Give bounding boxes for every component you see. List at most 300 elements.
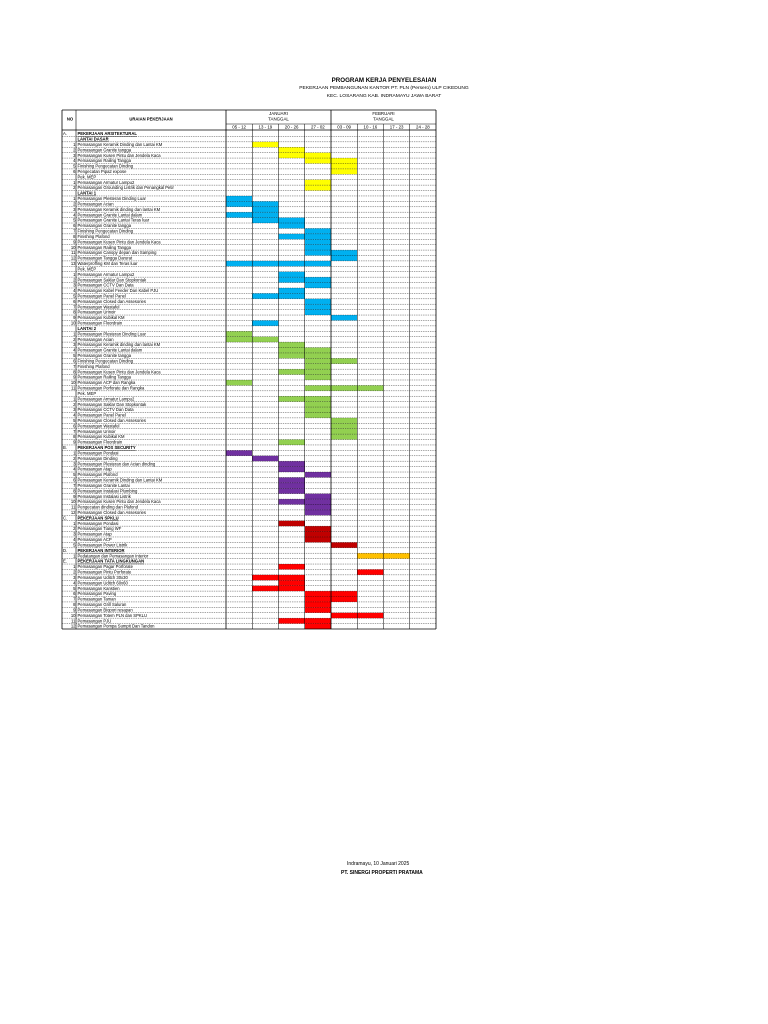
- gantt-bar: [305, 499, 331, 504]
- row-number: E.: [63, 558, 67, 564]
- row-number: 1: [73, 564, 76, 570]
- gantt-bar: [384, 553, 410, 558]
- row-number: 12: [70, 255, 76, 261]
- work-item: Pemasangan Floordrain: [77, 320, 123, 326]
- column-header-uraian: URAIAN PEKERJAAN: [129, 116, 173, 122]
- row-number: 11: [71, 504, 76, 510]
- gantt-bar: [305, 283, 331, 288]
- gantt-bar: [279, 467, 305, 472]
- work-item: Pemasangan Railing Tangga: [77, 244, 131, 250]
- row-number: 5: [73, 585, 76, 591]
- row-number: 9: [73, 493, 76, 499]
- work-item: Finishing Plafond: [77, 233, 110, 239]
- company-name: PT. SINERGI PROPERTI PRATAMA: [341, 870, 423, 876]
- gantt-bar: [305, 402, 331, 407]
- row-number: 7: [73, 596, 76, 602]
- row-number: 5: [73, 163, 76, 169]
- gantt-bar: [331, 423, 357, 428]
- section-heading: PEKERJAAN ARSITEKTURAL: [77, 131, 137, 137]
- work-item: Pemasangan Railing Tangga: [77, 374, 131, 380]
- row-number: 2: [73, 185, 76, 191]
- gantt-bar: [305, 407, 331, 412]
- gantt-bar: [305, 304, 331, 309]
- gantt-bar: [226, 337, 252, 342]
- gantt-bar: [305, 261, 331, 266]
- row-number: 6: [73, 423, 76, 429]
- work-item: Pemasangan Uditch 30x30: [77, 574, 128, 580]
- row-number: 9: [73, 439, 76, 445]
- row-number: 6: [73, 223, 76, 229]
- gantt-bar: [279, 277, 305, 282]
- work-item: Pemasangan Panel Panel: [77, 293, 126, 299]
- gantt-bar: [331, 429, 357, 434]
- row-number: 6: [73, 168, 76, 174]
- work-item: Pemasangan Granite Lantai dalam: [77, 347, 143, 353]
- work-item: Pemasangan Totem PLN dan SPKLU: [77, 612, 148, 618]
- week-label: 13 - 19: [258, 124, 273, 130]
- gantt-bar: [305, 180, 331, 185]
- work-item: Pemasangan Tangga Darurat: [77, 255, 133, 261]
- work-item: Pemasangan ACP: [77, 537, 112, 543]
- row-number: 1: [73, 450, 76, 456]
- work-item: Pemasangan Power Listrik: [77, 542, 128, 548]
- gantt-bar: [305, 348, 331, 353]
- row-number: C.: [63, 515, 68, 521]
- work-item: Pemasangan Pondasi: [77, 520, 119, 526]
- row-number: 8: [73, 233, 76, 239]
- work-item: Pemasangan Saklar Dan Stopkontak: [77, 277, 147, 283]
- gantt-bar: [305, 537, 331, 542]
- gantt-bar: [331, 163, 357, 168]
- row-number: 3: [73, 407, 76, 413]
- gantt-bar: [305, 228, 331, 233]
- work-item: Pemasangan Uditch 60x60: [77, 580, 128, 586]
- row-number: 1: [73, 141, 76, 147]
- document-title: PROGRAM KERJA PENYELESAIAN: [331, 77, 437, 84]
- gantt-bar: [331, 158, 357, 163]
- row-number: 10: [70, 499, 76, 505]
- gantt-bar: [279, 342, 305, 347]
- project-name: PEKERJAAN PEMBANGUNAN KANTOR PT. PLN (Persero) ULP CIKEDUNG: [299, 86, 469, 91]
- work-item: Pemasangan Canopy depan dan Samping: [77, 250, 157, 256]
- work-item: Pemasangan Porforate dan Rangka: [77, 385, 145, 391]
- gantt-bar: [305, 597, 331, 602]
- work-item: Pemasangan Urinoir: [77, 428, 116, 434]
- work-item: Pemasangan Kusen Pintu dan Jendela Kaca: [77, 239, 161, 245]
- work-item: Pemasangan Wastafel: [77, 423, 120, 429]
- gantt-bar: [305, 245, 331, 250]
- work-item: Pemasangan Keramik dinding dan lantai KM: [77, 206, 161, 212]
- gantt-bar: [305, 277, 331, 282]
- gantt-bar: [279, 153, 305, 158]
- gantt-bar: [279, 618, 305, 623]
- work-item: Pemasangan Keramik Dinding dan Lantai KM: [77, 141, 163, 147]
- row-number: 4: [73, 537, 76, 543]
- row-number: 7: [73, 304, 76, 310]
- gantt-bar: [331, 542, 357, 547]
- work-item: Pemasangan Closed dan Assesories: [77, 298, 146, 304]
- row-number: 11: [71, 618, 76, 624]
- row-number: 1: [73, 179, 76, 185]
- row-number: 3: [73, 152, 76, 158]
- row-number: 7: [73, 482, 76, 488]
- work-item: Pemasangan Granite Lantai: [77, 482, 130, 488]
- gantt-bar: [279, 586, 305, 591]
- gantt-bar: [305, 618, 331, 623]
- row-number: 1: [73, 271, 76, 277]
- gantt-bar: [305, 526, 331, 531]
- table-text: [63, 111, 430, 629]
- gantt-bar: [357, 613, 383, 618]
- gantt-bar: [331, 385, 357, 390]
- gantt-bar: [279, 369, 305, 374]
- gantt-bar: [305, 353, 331, 358]
- gantt-bar: [331, 418, 357, 423]
- row-number: 9: [73, 315, 76, 321]
- row-number: 4: [73, 412, 76, 418]
- gantt-bar: [305, 607, 331, 612]
- row-number: 1: [73, 553, 76, 559]
- schedule-table: [62, 110, 436, 820]
- gantt-bar: [279, 147, 305, 152]
- work-item: Pedatangan dan Pemasangan Interior: [77, 553, 149, 559]
- work-item: Pemasangan Dinding: [77, 455, 118, 461]
- row-number: 7: [73, 428, 76, 434]
- gantt-bar: [279, 353, 305, 358]
- gantt-bar: [331, 315, 357, 320]
- work-item: Finishing Pengecatan Dinding: [77, 358, 134, 364]
- work-item: Pemasangan Granite Lantai Teras luar: [77, 217, 150, 223]
- gantt-bar: [252, 293, 278, 298]
- gantt-bar: [331, 591, 357, 596]
- gantt-bar: [305, 591, 331, 596]
- gantt-bar: [305, 532, 331, 537]
- gantt-bar: [279, 293, 305, 298]
- row-number: 13: [70, 261, 76, 267]
- work-item: Pemasangan Biopori resapan: [77, 607, 133, 613]
- gantt-bar: [226, 261, 252, 266]
- gantt-bar: [305, 369, 331, 374]
- row-number: 11: [71, 250, 76, 256]
- row-number: 1: [73, 331, 76, 337]
- work-item: Pemasangan Grill Saluran: [77, 602, 127, 608]
- gantt-bar: [305, 185, 331, 190]
- row-number: 1: [73, 520, 76, 526]
- row-number: 10: [70, 320, 76, 326]
- gantt-bar: [252, 337, 278, 342]
- gantt-bar: [226, 380, 252, 385]
- row-number: 1: [73, 196, 76, 202]
- gantt-bar: [252, 207, 278, 212]
- work-item: Pemasangan Pagar Porforate: [77, 564, 133, 570]
- gantt-bar: [279, 580, 305, 585]
- row-number: 5: [73, 542, 76, 548]
- row-number: A.: [63, 131, 67, 137]
- work-item: Pemasangan Pondasi: [77, 450, 119, 456]
- work-item: Pemasangan Armatur Lampu2: [77, 271, 135, 277]
- work-item: Pemasangan Urinoir: [77, 309, 116, 315]
- gantt-bar: [305, 504, 331, 509]
- row-number: 2: [73, 201, 76, 207]
- gantt-bar: [252, 142, 278, 147]
- work-item: Waterproffing KM dan Teras luar: [77, 261, 138, 267]
- row-number: 2: [73, 455, 76, 461]
- gantt-bar: [252, 575, 278, 580]
- work-item: Pemasangan Armatur Lampu2: [77, 396, 135, 402]
- gantt-bar: [331, 613, 357, 618]
- row-number: 2: [73, 526, 76, 532]
- gantt-bar: [305, 494, 331, 499]
- gantt-bar: [305, 299, 331, 304]
- row-number: 10: [70, 244, 76, 250]
- gantt-bar: [305, 158, 331, 163]
- gantt-bar: [305, 250, 331, 255]
- work-item: Pemasangan CCTV Dan Data: [77, 407, 134, 413]
- gantt-bar: [331, 434, 357, 439]
- gantt-bar: [279, 477, 305, 482]
- gantt-bar: [331, 597, 357, 602]
- gantt-bar: [279, 499, 305, 504]
- signature-place-date: Indramayu, 10 Januari 2025: [347, 861, 410, 867]
- week-label: 24 - 28: [416, 124, 430, 130]
- row-number: 7: [73, 363, 76, 369]
- section-heading: LANTAI 1: [77, 190, 97, 196]
- week-label: 05 - 12: [232, 124, 246, 130]
- row-number: 6: [73, 298, 76, 304]
- gantt-bar: [357, 569, 383, 574]
- gantt-bar: [279, 461, 305, 466]
- row-number: 8: [73, 434, 76, 440]
- work-item: Finishing Plafond: [77, 363, 110, 369]
- row-number: B.: [63, 445, 67, 451]
- gantt-bar: [252, 586, 278, 591]
- row-number: 12: [70, 510, 76, 516]
- work-item: Pemasangan Granite Lantai dalam: [77, 212, 143, 218]
- row-number: 2: [73, 147, 76, 153]
- work-item: Pemasangan Kusen Pintu dan Jendela Kaca: [77, 499, 161, 505]
- work-item: Pemasangan PJU: [77, 618, 112, 624]
- work-item: Pemasangan Granite tangga: [77, 223, 132, 229]
- gantt-bar: [279, 288, 305, 293]
- work-item: Pemasangan Kanstien: [77, 585, 120, 591]
- gantt-bar: [226, 331, 252, 336]
- week-label: 17 - 23: [389, 124, 404, 130]
- month-sublabel: TANGGAL: [373, 116, 394, 122]
- row-number: 6: [73, 477, 76, 483]
- row-number: 5: [73, 293, 76, 299]
- section-heading: LANTAI 2: [77, 325, 97, 331]
- gantt-bar: [252, 201, 278, 206]
- gantt-bar: [357, 385, 383, 390]
- work-item: Pemasangan Panel Panel: [77, 412, 126, 418]
- gantt-bar: [279, 223, 305, 228]
- column-header-no: NO: [66, 116, 74, 122]
- work-item: Pemasangan Plesteran dan Acian dinding: [77, 461, 156, 467]
- work-item: Pemasangan CCTV Dan Data: [77, 282, 134, 288]
- row-number: 3: [73, 206, 76, 212]
- gantt-bar: [305, 234, 331, 239]
- row-number: 4: [73, 288, 76, 294]
- gantt-bar: [252, 261, 278, 266]
- gantt-bar: [305, 412, 331, 417]
- gantt-bar: [279, 272, 305, 277]
- row-number: 4: [73, 158, 76, 164]
- section-heading: PEKERJAAN INTERIOR: [77, 547, 125, 553]
- work-item: Pemasangan Kusen Pintu dan Jendela Kaca: [77, 369, 161, 375]
- gantt-bar: [331, 250, 357, 255]
- work-item: Pengecatan dinding dan Plafond: [77, 504, 139, 510]
- gantt-bar: [331, 169, 357, 174]
- row-number: 3: [73, 342, 76, 348]
- week-label: 10 - 16: [363, 124, 378, 130]
- row-number: D.: [63, 547, 68, 553]
- row-number: 3: [73, 531, 76, 537]
- gantt-bar: [279, 396, 305, 401]
- gantt-bar: [226, 450, 252, 455]
- work-item: Pemasangan Keramik Dinding dan Lantai KM: [77, 477, 163, 483]
- row-number: 2: [73, 569, 76, 575]
- section-heading: PEKERJAAN POS SECURITY: [77, 445, 136, 451]
- row-number: 9: [73, 374, 76, 380]
- work-item: Pemasangan Plesteran Dinding Luar: [77, 196, 146, 202]
- section-heading: LANTAI DASAR: [77, 136, 109, 142]
- row-number: 6: [73, 591, 76, 597]
- gantt-bar: [305, 602, 331, 607]
- work-item: Pemasangan ACP dan Rangka: [77, 380, 136, 386]
- row-number: 8: [73, 309, 76, 315]
- week-label: 20 - 26: [284, 124, 299, 130]
- work-item: Pemasangan Saklar Dan Stopkontak: [77, 401, 147, 407]
- work-item: Pek. MEP: [77, 266, 97, 272]
- row-number: 6: [73, 358, 76, 364]
- gantt-bar: [226, 212, 252, 217]
- work-item: Pemasangan Acian: [77, 336, 114, 342]
- row-number: 8: [73, 602, 76, 608]
- gantt-bar: [357, 553, 383, 558]
- work-item: Pemasangan Pompa Sumpit Dan Tandon: [77, 623, 155, 629]
- gantt-bar: [252, 212, 278, 217]
- row-number: 7: [73, 228, 76, 234]
- work-item: Pemasangan Instalasi Plumbing: [77, 488, 138, 494]
- gantt-bar: [226, 196, 252, 201]
- gantt-bar: [279, 575, 305, 580]
- gantt-bar: [279, 234, 305, 239]
- gantt-bar: [226, 201, 252, 206]
- gantt-bar: [252, 218, 278, 223]
- row-number: 5: [73, 353, 76, 359]
- work-item: Pemasangan Kubikal KM: [77, 434, 125, 440]
- work-item: Finishing Pengecatan Dinding: [77, 228, 134, 234]
- gantt-bar: [305, 385, 331, 390]
- month-sublabel: TANGGAL: [268, 116, 289, 122]
- row-number: 9: [73, 607, 76, 613]
- row-number: 8: [73, 369, 76, 375]
- work-item: Pek. MEP: [77, 390, 97, 396]
- row-number: 4: [73, 212, 76, 218]
- gantt-bar: [305, 364, 331, 369]
- work-item: Pemasangan Taman: [77, 596, 116, 602]
- work-item: Pemasangan Pintu Porforate: [77, 569, 132, 575]
- work-item: Pemasangan Grounding Listrik dan Penangkal Petir: [77, 185, 174, 191]
- gantt-bar: [252, 456, 278, 461]
- work-item: Pemasangan Plafond: [77, 472, 118, 478]
- project-location: KEC. LOSARANG KAB. INDRAMAYU JAWA BARAT: [326, 94, 442, 99]
- work-item: Pemasangan Acian: [77, 201, 114, 207]
- work-item: Finishing Pengecatan Dinding: [77, 163, 134, 169]
- work-item: Pemasangan Plesteran Dinding Luar: [77, 331, 146, 337]
- row-number: 10: [70, 380, 76, 386]
- work-item: Pemasangan Tiang WF: [77, 526, 122, 532]
- week-label: 03 - 09: [337, 124, 351, 130]
- gantt-bar: [252, 320, 278, 325]
- work-item: Pemasangan Atap: [77, 466, 112, 472]
- work-item: Pemasangan Floordrain: [77, 439, 123, 445]
- work-item: Pemasangan Granite tangga: [77, 147, 132, 153]
- work-item: Pemasangan Wastafel: [77, 304, 120, 310]
- row-number: 2: [73, 336, 76, 342]
- gantt-bar: [331, 358, 357, 363]
- gantt-bar: [279, 440, 305, 445]
- row-number: 8: [73, 488, 76, 494]
- row-number: 4: [73, 580, 76, 586]
- gantt-bar: [305, 624, 331, 629]
- work-item: Pemasangan Closed dan Assesories: [77, 510, 146, 516]
- work-item: Pemasangan Closed dan Assesories: [77, 417, 146, 423]
- gantt-bar: [305, 358, 331, 363]
- week-label: 27 - 02: [311, 124, 325, 130]
- gantt-bar: [279, 488, 305, 493]
- gantt-bar: [279, 218, 305, 223]
- gantt-bar: [279, 564, 305, 569]
- work-item: Pek. MEP: [77, 174, 97, 180]
- row-number: 2: [73, 277, 76, 283]
- gantt-bar: [305, 510, 331, 515]
- work-item: Pemasangan Atap: [77, 531, 112, 537]
- row-number: 5: [73, 417, 76, 423]
- row-number: 2: [73, 401, 76, 407]
- month-label: FEBRUARI: [372, 111, 395, 116]
- gantt-bar: [331, 255, 357, 260]
- row-number: 12: [70, 623, 76, 629]
- row-number: 9: [73, 239, 76, 245]
- gantt-bar: [305, 239, 331, 244]
- work-item: Pemasangan Instalasi Listrik: [77, 493, 131, 499]
- row-number: 4: [73, 466, 76, 472]
- work-item: Pemasangan Kusen Pintu dan Jendela Kaca: [77, 152, 161, 158]
- work-item: Pemasangan Granite tangga: [77, 353, 132, 359]
- gantt-bar: [305, 472, 331, 477]
- section-heading: PEKERJAAN TATA LINGKUNGAN: [77, 558, 145, 564]
- row-number: 11: [71, 385, 76, 391]
- gantt-bar: [305, 310, 331, 315]
- row-number: 3: [73, 282, 76, 288]
- work-item: Pemasangan Kabel Feeder Dan Kabel PJU: [77, 288, 159, 294]
- row-number: 5: [73, 217, 76, 223]
- month-label: JANUARI: [269, 111, 288, 116]
- work-item: Pemasangan Kubikal KM: [77, 315, 125, 321]
- gantt-bar: [305, 375, 331, 380]
- gantt-bar: [279, 348, 305, 353]
- gantt-bar: [305, 153, 331, 158]
- work-item: Pemasangan Keramik dinding dan lantai KM: [77, 342, 161, 348]
- section-heading: PEKERJAAN SPKLU: [77, 515, 119, 521]
- work-item: Pemasangan Armatur Lampu2: [77, 179, 135, 185]
- row-number: 1: [73, 396, 76, 402]
- gantt-bar: [279, 521, 305, 526]
- work-item: Pemasangan Railing Tangga: [77, 158, 131, 164]
- gantt-bar: [279, 261, 305, 266]
- gantt-bar: [305, 396, 331, 401]
